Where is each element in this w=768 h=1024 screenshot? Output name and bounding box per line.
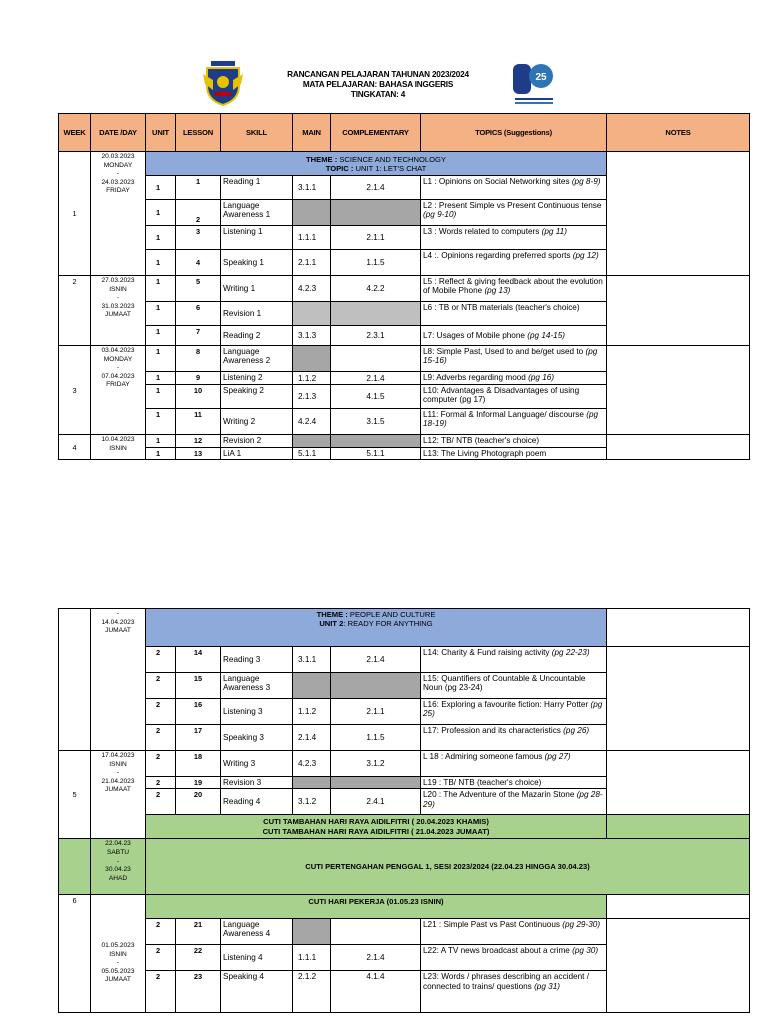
date-start: 27.03.2023 [101,277,135,284]
day-start: ISNIN [109,444,127,452]
main-cell [293,200,331,226]
day-end: FRIDAY [106,187,130,195]
main-cell: 1.1.1 [293,226,331,250]
main-cell [293,673,331,699]
unit-cell: 1 [146,200,176,226]
topic-cell [421,448,607,460]
skill-cell: Writing 1 [221,276,293,302]
page-ref: (pg 9-10) [423,210,457,220]
notes-cell [607,609,750,647]
unit-cell: 1 [146,409,176,435]
topic-text: L5 : Reflect & giving feedback about the evolution of Mobile Phone [423,277,603,296]
complementary-cell: 2.1.4 [331,647,421,673]
lesson-cell: 10 [176,385,221,409]
complementary-cell: 4.1.4 [331,971,421,1013]
main-cell: 3.1.3 [293,326,331,346]
topic-cell [421,302,607,326]
holiday-row [59,815,750,839]
week-number: 1 [59,152,91,276]
main-cell [293,435,331,448]
date-start: 22.04.23 [105,840,131,848]
day-start: ISNIN [109,760,127,768]
topic-cell [421,945,607,971]
col-week: WEEK [59,114,91,152]
page-ref: (pg 16) [528,373,555,382]
topic-text: L13: The Living Photograph poem [423,449,547,458]
skill-cell: Speaking 1 [221,250,293,276]
complementary-cell [331,302,421,326]
lesson-cell: 12 [176,435,221,448]
lesson-cell: 15 [176,673,221,699]
week-dates [91,895,146,1013]
col-topics: TOPICS (Suggestions) [421,114,607,152]
topic-text: L23: Words / phrases describing an accident / connected to trains/ questions [423,972,589,991]
day-start: MONDAY [103,161,133,169]
topic-text: L20 : The Adventure of the Mazarin Stone [423,790,577,800]
theme-text: PEOPLE AND CULTURE [347,610,436,619]
complementary-cell: 3.1.2 [331,751,421,777]
page-ref: (pg 15-16) [423,347,598,366]
plan-title [250,70,506,100]
lesson-cell: 22 [176,945,221,971]
date-separator: - [116,857,120,865]
skill-cell: Language Awareness 3 [221,673,293,699]
unit-cell: 1 [146,372,176,385]
topic-text: L2 : Present Simple vs Present Continuous tense [423,201,602,210]
week-number [59,839,91,895]
topic-text: L 18 : Admiring someone famous [423,752,545,761]
holiday-line-1: CUTI TAMBAHAN HARI RAYA AIDILFITRI ( 20.04.2023 KHAMIS) [263,816,489,826]
topic-cell [421,250,607,276]
complementary-cell: 2.1.4 [331,176,421,200]
lesson-row [59,435,750,448]
labour-day-banner: CUTI HARI PEKERJA (01.05.23 ISNIN) [146,895,607,919]
topic-cell [421,777,607,789]
lesson-plan-table-2 [58,608,750,1013]
complementary-cell: 1.1.5 [331,725,421,751]
notes-cell [607,435,750,460]
date-end: 07.04.2023 [101,372,135,380]
header-row [59,114,750,152]
topic-text: L12: TB/ NTB (teacher's choice) [423,436,540,445]
page-ref: (pg 14-15) [527,330,566,340]
lesson-cell: 6 [176,302,221,326]
skill-cell: Revision 1 [221,302,293,326]
main-cell [293,302,331,326]
page-ref: (pg 29-30) [562,920,601,930]
complementary-cell [331,346,421,372]
skill-cell: LiA 1 [221,448,293,460]
date-end: 21.04.2023 [101,777,135,785]
skill-cell: Writing 2 [221,409,293,435]
page-ref: (pg 13) [484,286,511,296]
col-main: MAIN [293,114,331,152]
unit-cell: 2 [146,725,176,751]
date-start: 17.04.2023 [101,752,135,759]
complementary-cell: 2.3.1 [331,326,421,346]
unit-cell: 2 [146,647,176,673]
lesson-row [59,346,750,372]
date-end: 30.04.23 [105,866,131,874]
page-ref: (pg 30) [572,946,599,956]
notes-cell [607,346,750,435]
lesson-row [59,276,750,302]
topic-cell [421,699,607,725]
topic-cell [421,751,607,777]
lesson-row [59,647,750,673]
topic-cell [421,673,607,699]
lesson-cell: 19 [176,777,221,789]
date-separator: - [116,294,120,302]
topic-cell [421,326,607,346]
week-dates [91,152,146,276]
notes-cell [607,152,750,276]
main-cell [293,346,331,372]
break-dates [91,839,146,895]
date-start: 01.05.2023 [101,941,135,949]
main-cell [293,777,331,789]
day-end: JUMAAT [105,627,131,635]
topic-text: L21 : Simple Past vs Past Continuous [423,920,563,930]
skill-cell: Reading 2 [221,326,293,346]
topic-text: L15: Quantifiers of Countable & Uncountable Noun (pg 23-24) [423,674,586,693]
topic-cell [421,385,607,409]
date-separator: - [116,364,120,372]
unit-cell: 1 [146,176,176,200]
topic-cell [421,919,607,945]
col-complementary: COMPLEMENTARY [331,114,421,152]
holiday-line-2: CUTI TAMBAHAN HARI RAYA AIDILFITRI ( 21.04.2023 JUMAAT) [262,826,490,836]
main-cell [293,919,331,945]
day-start: SABTU [107,849,129,856]
unit-cell: 1 [146,326,176,346]
week-dates [91,435,146,460]
skill-cell: Speaking 3 [221,725,293,751]
unit-cell: 2 [146,945,176,971]
notes-cell [607,815,750,839]
week-number: 6 [59,895,91,1013]
skill-cell: Reading 4 [221,789,293,815]
main-cell: 4.2.3 [293,751,331,777]
date-end: 31.03.2023 [101,302,135,310]
theme-row [59,152,750,176]
unit-cell: 2 [146,777,176,789]
complementary-cell: 3.1.5 [331,409,421,435]
week-dates [91,609,146,751]
page-ref: (pg 26) [563,726,590,735]
main-cell: 3.1.1 [293,647,331,673]
theme-banner [146,609,607,647]
topic-cell [421,971,607,1013]
lesson-cell: 21 [176,919,221,945]
theme-label: THEME : [316,610,348,619]
skill-cell: Listening 4 [221,945,293,971]
skill-cell: Writing 3 [221,751,293,777]
topic-cell [421,276,607,302]
topic-text: L22: A TV news broadcast about a crime [423,946,573,956]
skill-cell: Reading 3 [221,647,293,673]
complementary-cell: 4.2.2 [331,276,421,302]
complementary-cell: 5.1.1 [331,448,421,460]
lesson-row [59,751,750,777]
topic-text: L6 : TB or NTB materials (teacher's choice) [423,303,580,312]
col-unit: UNIT [146,114,176,152]
topic-cell [421,725,607,751]
skill-cell: Revision 3 [221,777,293,789]
lesson-cell: 1 [176,176,221,200]
lesson-cell: 14 [176,647,221,673]
complementary-cell: 2.1.4 [331,945,421,971]
notes-cell [607,276,750,346]
lesson-cell: 7 [176,326,221,346]
topic-text: L3 : Words related to computers [423,227,542,236]
week-dates [91,346,146,435]
topic-text: L7: Usages of Mobile phone [423,330,528,340]
main-cell: 3.1.1 [293,176,331,200]
date-start: 20.03.2023 [101,153,135,160]
unit-cell: 2 [146,971,176,1013]
lesson-cell: 5 [176,276,221,302]
title-line-3: TINGKATAN: 4 [350,90,406,99]
week-dates [91,276,146,346]
document-header [0,58,768,110]
skill-cell: Listening 2 [221,372,293,385]
date-separator: - [116,610,120,617]
date-separator: - [116,769,120,777]
page-ref: (pg 25) [423,700,603,719]
week-number: 3 [59,346,91,435]
complementary-cell: 2.1.4 [331,372,421,385]
unit-cell: 2 [146,751,176,777]
topic-text: L10: Advantages & Disadvantages of using computer (pg 17) [423,386,580,405]
holiday-row [59,895,750,919]
svg-text:25: 25 [535,72,547,83]
topic-cell [421,409,607,435]
skill-cell: Language Awareness 2 [221,346,293,372]
main-cell: 2.1.4 [293,725,331,751]
topic-cell [421,346,607,372]
lesson-cell: 20 [176,789,221,815]
skill-cell: Language Awareness 4 [221,919,293,945]
theme-label: THEME : [306,154,338,164]
main-cell: 2.1.1 [293,250,331,276]
theme-row [59,609,750,647]
unit-cell: 1 [146,448,176,460]
date-separator: - [116,959,120,967]
main-cell: 4.2.3 [293,276,331,302]
main-cell: 1.1.2 [293,699,331,725]
midterm-break-banner: CUTI PERTENGAHAN PENGGAL 1, SESI 2023/2024 (22.04.23 HINGGA 30.04.23) [146,839,750,895]
lesson-cell: 9 [176,372,221,385]
topic-text: L4 :. Opinions regarding preferred sports [423,251,573,260]
col-skill: SKILL [221,114,293,152]
topic-text: L1 : Opinions on Social Networking sites [423,177,572,186]
unit-text: : READY FOR ANYTHING [343,619,433,628]
topic-text: L16: Exploring a favourite fiction: Harry Potter [423,700,591,709]
topic-text: L9: Adverbs regarding mood [423,373,529,382]
theme-banner [146,152,607,176]
topic-cell [421,789,607,815]
main-cell: 2.1.2 [293,971,331,1013]
skill-cell: Listening 1 [221,226,293,250]
lesson-cell: 11 [176,409,221,435]
complementary-cell: 4.1.5 [331,385,421,409]
complementary-cell [331,435,421,448]
page-ref: (pg 28-29) [423,790,603,809]
lesson-plan-table-1 [58,113,750,460]
page-ref: (pg 31) [534,981,561,991]
skill-cell: Listening 3 [221,699,293,725]
week-dates [91,751,146,839]
raya-holiday-banner [146,815,607,839]
lesson-cell: 4 [176,250,221,276]
complementary-cell: 1.1.5 [331,250,421,276]
skill-cell: Speaking 4 [221,971,293,1013]
school-crest-logo [203,60,243,106]
page-ref: (pg 18-19) [423,410,599,429]
week-number: 5 [59,751,91,839]
lesson-cell: 3 [176,226,221,250]
main-cell: 1.1.1 [293,945,331,971]
date-end: 24.03.2023 [101,178,135,186]
topic-cell [421,200,607,226]
main-cell: 3.1.2 [293,789,331,815]
unit-cell: 1 [146,250,176,276]
lesson-cell: 2 [176,200,221,226]
complementary-cell [331,673,421,699]
col-lesson: LESSON [176,114,221,152]
unit-label: UNIT 2 [319,619,344,628]
topic-text: L17: Profession and its characteristics [423,726,564,735]
lesson-cell: 8 [176,346,221,372]
day-start: ISNIN [109,285,127,293]
topic-text: UNIT 1: LET'S CHAT [353,163,427,173]
day-end: FRIDAY [106,381,130,389]
page-ref: (pg 27) [544,752,571,761]
skill-cell: Speaking 2 [221,385,293,409]
date-end: 14.04.2023 [101,618,135,626]
day-end: JUMAAT [105,786,131,794]
day-end: AHAD [108,874,128,882]
week-number [59,609,91,751]
day-end: JUMAAT [105,311,131,319]
unit-cell: 1 [146,226,176,250]
col-notes: NOTES [607,114,750,152]
date-end: 05.05.2023 [101,967,135,975]
main-cell: 5.1.1 [293,448,331,460]
page-ref: (pg 12) [572,251,599,260]
main-cell: 2.1.3 [293,385,331,409]
notes-cell [607,919,750,1013]
lesson-row [59,919,750,945]
day-start: ISNIN [109,950,127,958]
topic-text: L19 : TB/ NTB (teacher's choice) [423,778,542,787]
date-start: 03.04.2023 [101,347,135,354]
page-ref: (pg 8-9) [571,177,601,186]
unit-cell: 1 [146,435,176,448]
title-line-1: RANCANGAN PELAJARAN TAHUNAN 2023/2024 [287,70,469,79]
col-date: DATE /DAY [91,114,146,152]
unit-cell: 2 [146,919,176,945]
unit-cell: 1 [146,346,176,372]
lesson-cell: 17 [176,725,221,751]
skill-cell: Reading 1 [221,176,293,200]
topic-cell [421,176,607,200]
topic-text: L14: Charity & Fund raising activity [423,648,552,657]
day-start: MONDAY [103,355,133,363]
complementary-cell: 2.1.1 [331,699,421,725]
lesson-cell: 18 [176,751,221,777]
topic-text: L8: Simple Past, Used to and be/get used to [423,347,586,356]
page-ref: (pg 11) [541,227,567,236]
complementary-cell [331,200,421,226]
date-start: 10.04.2023 [101,436,135,443]
midterm-row [59,839,750,895]
unit-cell: 2 [146,699,176,725]
lesson-cell: 23 [176,971,221,1013]
complementary-cell [331,777,421,789]
anniversary-logo [511,60,557,106]
notes-cell [607,647,750,751]
topic-label: TOPIC : [325,163,354,173]
notes-cell [607,895,750,919]
title-line-2: MATA PELAJARAN: BAHASA INGGERIS [302,80,454,89]
unit-cell: 2 [146,789,176,815]
lesson-cell: 16 [176,699,221,725]
complementary-cell: 2.4.1 [331,789,421,815]
unit-cell: 1 [146,276,176,302]
main-cell: 1.1.2 [293,372,331,385]
theme-text: SCIENCE AND TECHNOLOGY [337,154,446,164]
week-number: 4 [59,435,91,460]
topic-cell [421,226,607,250]
topic-text: L11: Formal & Informal Language/ discourse [423,410,587,419]
unit-cell: 1 [146,302,176,326]
topic-cell [421,435,607,448]
day-end: JUMAAT [105,976,131,984]
topic-cell [421,647,607,673]
notes-cell [607,751,750,815]
skill-cell: Language Awareness 1 [221,200,293,226]
complementary-cell [331,919,421,945]
main-cell: 4.2.4 [293,409,331,435]
unit-cell: 2 [146,673,176,699]
skill-cell: Revision 2 [221,435,293,448]
lesson-cell: 13 [176,448,221,460]
unit-cell: 1 [146,385,176,409]
date-separator: - [116,170,120,178]
complementary-cell: 2.1.1 [331,226,421,250]
page-ref: (pg 22-23) [551,648,590,657]
week-number: 2 [59,276,91,346]
topic-cell [421,372,607,385]
